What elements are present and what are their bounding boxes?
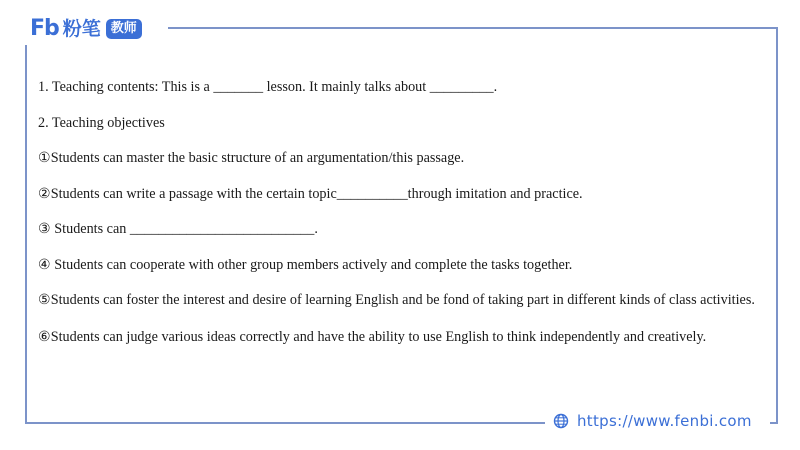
brand-mark: Fb — [30, 16, 59, 41]
objective-3: ③ Students can __________________________. — [38, 221, 318, 237]
footer-link[interactable] — [553, 410, 752, 432]
teaching-contents-line: 1. Teaching contents: This is a _______ lesson. It mainly talks about _________. — [38, 79, 498, 95]
objective-2: ②Students can write a passage with the certain topic__________through imitation and practice. — [38, 185, 583, 202]
brand-logo — [30, 16, 142, 42]
teaching-objectives-heading: 2. Teaching objectives — [38, 114, 165, 131]
frame-top-border — [168, 27, 777, 29]
objective-4: ④ Students can cooperate with other group members actively and complete the tasks together. — [38, 256, 573, 273]
footer-url[interactable]: https://www.fenbi.com — [577, 412, 752, 430]
brand-name: 粉笔 — [62, 18, 101, 40]
objective-5: ⑤Students can foster the interest and desire of learning English and be fond of taking part in different kinds of class activities. — [38, 292, 755, 308]
frame-bottom-border — [25, 422, 545, 424]
objective-6: ⑥Students can judge various ideas correctly and have the ability to use English to think independently and creatively. — [38, 328, 707, 345]
objective-1: ①Students can master the basic structure of an argumentation/this passage. — [38, 150, 465, 166]
brand-tag: 教师 — [106, 19, 142, 39]
globe-icon — [553, 413, 569, 429]
frame-right-border — [776, 27, 778, 422]
frame-bottom-right-border — [770, 422, 778, 424]
lesson-objectives — [38, 74, 768, 359]
frame-left-border — [25, 45, 27, 423]
